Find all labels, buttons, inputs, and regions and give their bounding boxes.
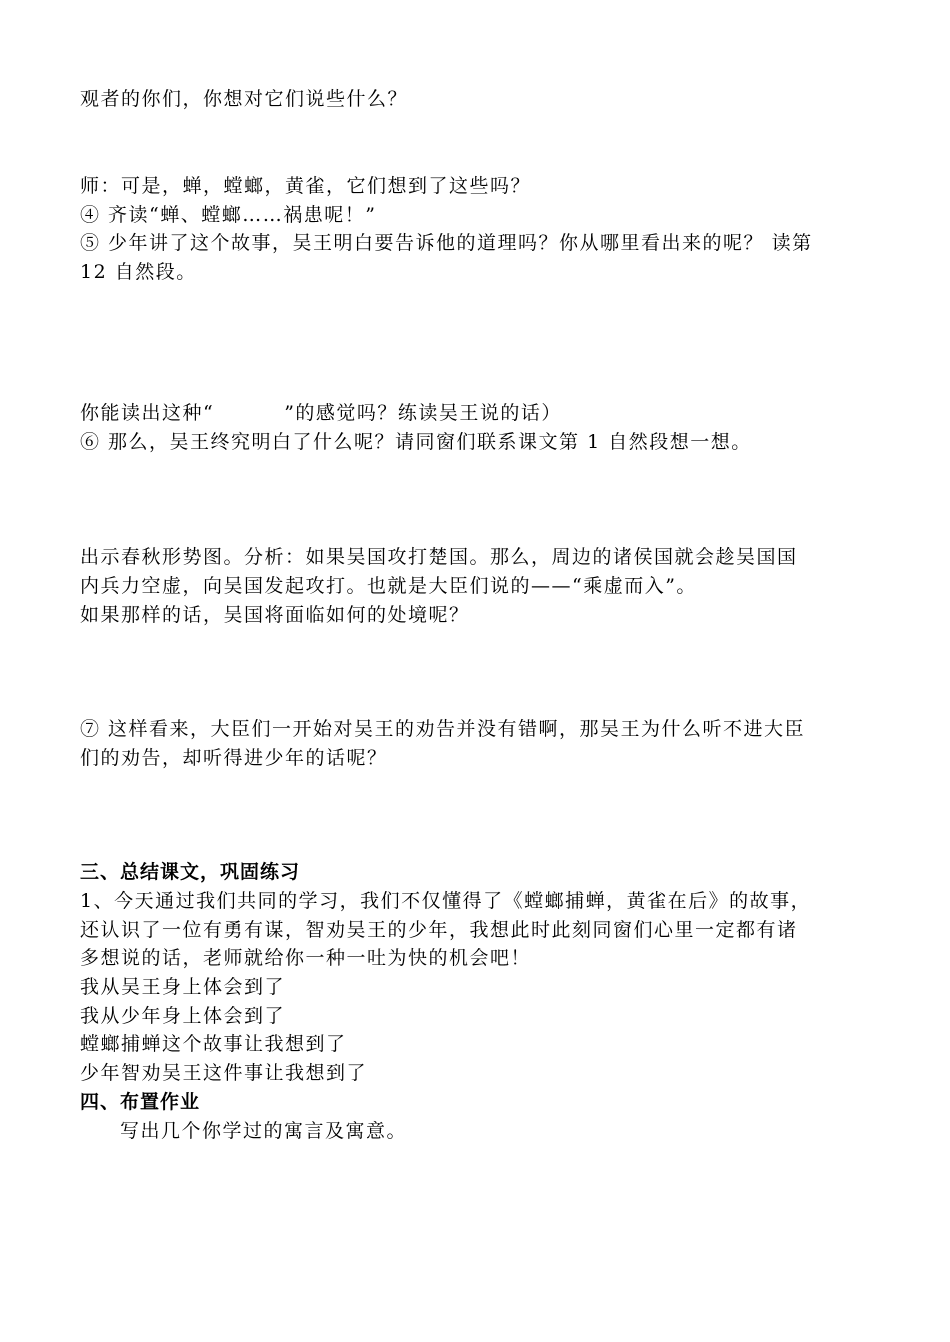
read-feeling-after: ”的感觉吗？练读吴王说的话） <box>284 402 562 424</box>
read-feeling-before: 你能读出这种“ <box>80 402 215 424</box>
paragraph-teacher-question: 师：可是，蝉，螳螂，黄雀，它们想到了这些吗？ <box>80 175 532 197</box>
paragraph-step5-line2: 12 自然段。 <box>80 261 197 283</box>
section3-item1-line2: 还认识了一位有勇有谋，智劝吴王的少年，我想此时此刻同窗们心里一定都有诸 <box>80 919 798 941</box>
prompt-mantis-story: 螳螂捕蝉这个故事让我想到了 <box>80 1033 347 1055</box>
paragraph-situation-question: 如果那样的话，吴国将面临如何的处境呢？ <box>80 604 470 626</box>
paragraph-step5-line1: ⑤ 少年讲了这个故事，吴王明白要告诉他的道理吗？你从哪里看出来的呢？ 读第 <box>80 232 813 254</box>
prompt-wu-king: 我从吴王身上体会到了 <box>80 976 286 998</box>
paragraph-map-analysis-line2: 内兵力空虚，向吴国发起攻打。也就是大臣们说的——“乘虚而入”。 <box>80 575 697 597</box>
paragraph-read-feeling <box>80 398 872 428</box>
section4-task: 写出几个你学过的寓言及寓意。 <box>120 1120 408 1142</box>
section3-item1-line3: 多想说的话，老师就给你一种一吐为快的机会吧！ <box>80 947 532 969</box>
paragraph-step7-line1: ⑦ 这样看来，大臣们一开始对吴王的劝告并没有错啊，那吴王为什么听不进大臣 <box>80 718 806 740</box>
prompt-young-man: 我从少年身上体会到了 <box>80 1005 286 1027</box>
paragraph-map-analysis-line1: 出示春秋形势图。分析：如果吴国攻打楚国。那么，周边的诸侯国就会趁吴国国 <box>80 546 798 568</box>
paragraph-step7-line2: 们的劝告，却听得进少年的话呢？ <box>80 747 388 769</box>
section3-heading: 三、总结课文，巩固练习 <box>80 861 301 883</box>
prompt-advice-event: 少年智劝吴王这件事让我想到了 <box>80 1062 368 1084</box>
paragraph-observer-question: 观者的你们，你想对它们说些什么？ <box>80 88 409 110</box>
section4-heading: 四、布置作业 <box>80 1091 201 1113</box>
section3-item1-line1: 1、今天通过我们共同的学习，我们不仅懂得了《螳螂捕蝉，黄雀在后》的故事， <box>80 890 812 912</box>
paragraph-read-aloud: ④ 齐读“蝉、螳螂……祸患呢！” <box>80 204 377 226</box>
paragraph-step6: ⑥ 那么，吴王终究明白了什么呢？请同窗们联系课文第 1 自然段想一想。 <box>80 431 752 453</box>
